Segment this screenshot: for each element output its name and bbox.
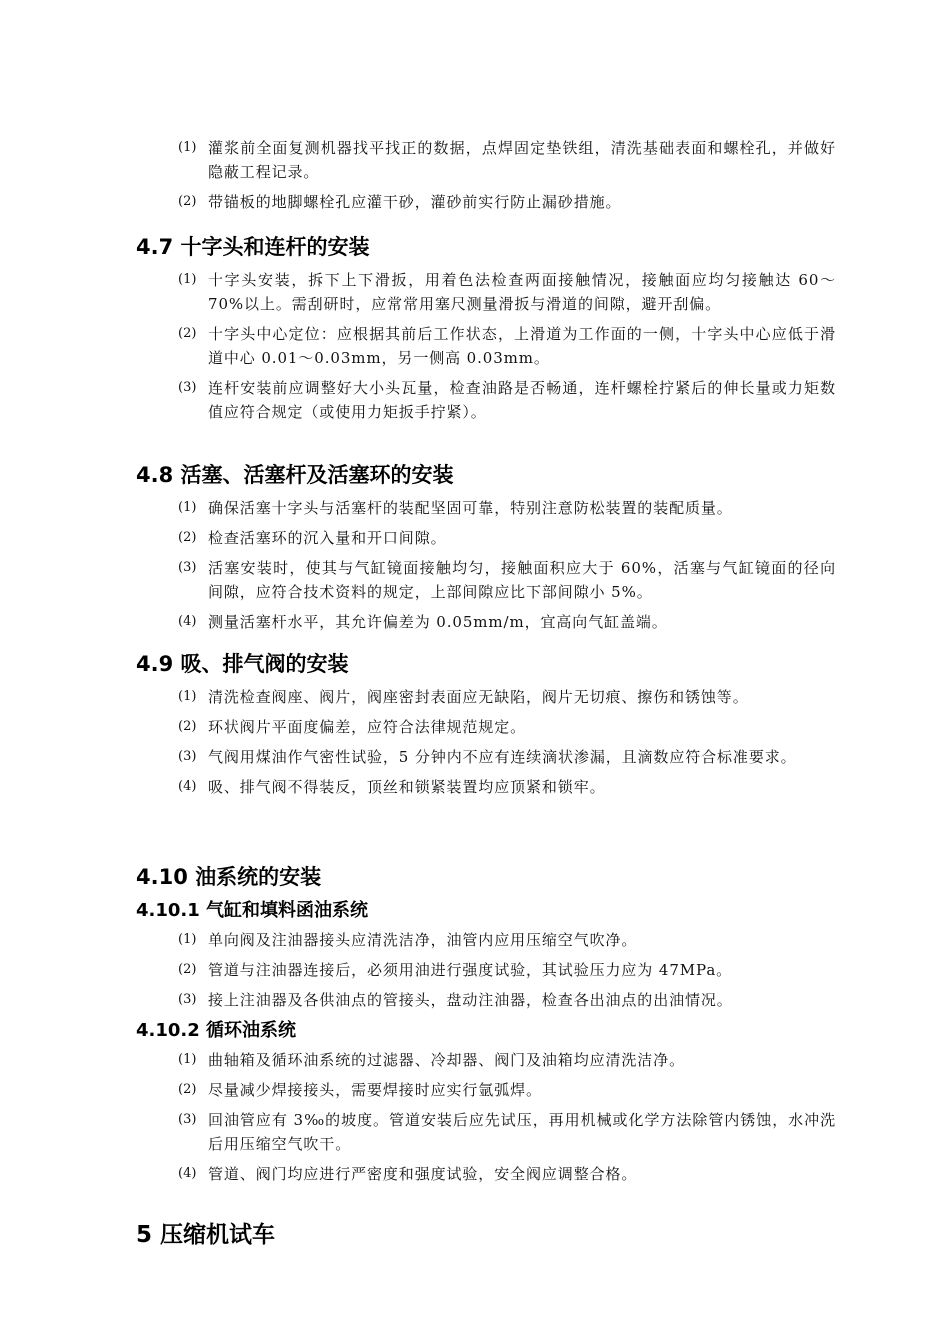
- item-text: 环状阀片平面度偏差，应符合法律规范规定。: [208, 718, 527, 736]
- item-number: (1): [178, 500, 197, 515]
- list-item: [0, 1048, 836, 1072]
- item-text: 连杆安装前应调整好大小头瓦量，检查油路是否畅通，连杆螺栓拧紧后的伸长量或力矩数值应符合规定（或使用力矩扳手拧紧）。: [208, 379, 836, 421]
- item-number: (1): [178, 689, 197, 704]
- item-number: (2): [178, 1082, 197, 1097]
- section-4-8: [0, 460, 950, 640]
- section-4-7: [0, 232, 950, 430]
- item-number: (3): [178, 749, 197, 764]
- item-text: 灌浆前全面复测机器找平找正的数据，点焊固定垫铁组，清洗基础表面和螺栓孔，并做好隐蔽工程记录。: [208, 139, 836, 181]
- list-item: [0, 958, 836, 982]
- item-number: (4): [178, 614, 197, 629]
- item-number: (2): [178, 962, 197, 977]
- item-text: 十字头中心定位：应根据其前后工作状态，上滑道为工作面的一侧，十字头中心应低于滑道中心 0.01～0.03mm，另一侧高 0.03mm。: [208, 325, 836, 367]
- list-item: [0, 988, 836, 1012]
- list-item: [0, 1162, 836, 1186]
- item-number: (1): [178, 272, 197, 287]
- list-item: [0, 685, 836, 709]
- section-heading: 4.7 十字头和连杆的安装: [136, 235, 370, 259]
- subsection-heading: 4.10.1 气缸和填料函油系统: [136, 900, 369, 921]
- section-4-9: [0, 649, 950, 805]
- item-text: 确保活塞十字头与活塞杆的装配坚固可靠，特别注意防松装置的装配质量。: [208, 499, 733, 517]
- section-5: [0, 1220, 950, 1256]
- list-item: [0, 556, 836, 604]
- list-item: [0, 496, 836, 520]
- list-item: [0, 190, 836, 214]
- subsection-heading: 4.10.2 循环油系统: [136, 1020, 297, 1041]
- list-item: [0, 928, 836, 952]
- item-number: (2): [178, 719, 197, 734]
- list-item: [0, 268, 836, 316]
- item-number: (4): [178, 779, 197, 794]
- item-text: 单向阀及注油器接头应清洗洁净，油管内应用压缩空气吹净。: [208, 931, 638, 949]
- item-number: (3): [178, 560, 197, 575]
- item-text: 清洗检查阀座、阀片，阀座密封表面应无缺陷，阀片无切痕、擦伤和锈蚀等。: [208, 688, 749, 706]
- item-text: 吸、排气阀不得装反，顶丝和锁紧装置均应顶紧和锁牢。: [208, 778, 606, 796]
- item-number: (1): [178, 140, 197, 155]
- item-number: (2): [178, 194, 197, 209]
- item-number: (2): [178, 530, 197, 545]
- item-text: 带锚板的地脚螺栓孔应灌干砂，灌砂前实行防止漏砂措施。: [208, 193, 622, 211]
- item-number: (4): [178, 1166, 197, 1181]
- item-text: 接上注油器及各供油点的管接头，盘动注油器，检查各出油点的出油情况。: [208, 991, 733, 1009]
- chapter-heading: 5 压缩机试车: [136, 1222, 276, 1248]
- item-text: 回油管应有 3‰的坡度。管道安装后应先试压，再用机械或化学方法除管内锈蚀，水冲洗后用压缩空气吹干。: [208, 1111, 836, 1153]
- list-item: [0, 745, 836, 769]
- item-number: (1): [178, 932, 197, 947]
- list-item: [0, 715, 836, 739]
- item-number: (3): [178, 380, 197, 395]
- item-text: 尽量减少焊接接头，需要焊接时应实行氩弧焊。: [208, 1081, 542, 1099]
- item-text: 十字头安装，拆下上下滑扳，用着色法检查两面接触情况，接触面应均匀接触达 60～70%以上。需刮研时，应常常用塞尺测量滑扳与滑道的间隙，避开刮偏。: [208, 271, 836, 313]
- section-heading: 4.10 油系统的安装: [136, 865, 322, 889]
- list-item: [0, 136, 836, 184]
- section-heading: 4.8 活塞、活塞杆及活塞环的安装: [136, 463, 454, 487]
- list-item: [0, 322, 836, 370]
- item-number: (2): [178, 326, 197, 341]
- item-text: 测量活塞杆水平，其允许偏差为 0.05mm/m，宜高向气缸盖端。: [208, 613, 668, 631]
- section-heading: 4.9 吸、排气阀的安装: [136, 652, 349, 676]
- item-text: 管道与注油器连接后，必须用油进行强度试验，其试验压力应为 47MPa。: [208, 961, 733, 979]
- list-item: [0, 376, 836, 424]
- list-item: [0, 1078, 836, 1102]
- item-text: 活塞安装时，使其与气缸镜面接触均匀，接触面积应大于 60%，活塞与气缸镜面的径向间隙，应符合技术资料的规定，上部间隙应比下部间隙小 5%。: [208, 559, 836, 601]
- item-number: (3): [178, 1112, 197, 1127]
- item-text: 曲轴箱及循环油系统的过滤器、冷却器、阀门及油箱均应清洗洁净。: [208, 1051, 686, 1069]
- item-text: 气阀用煤油作气密性试验，5 分钟内不应有连续滴状渗漏，且滴数应符合标准要求。: [208, 748, 797, 766]
- section-4-10: [0, 862, 950, 1192]
- item-text: 检查活塞环的沉入量和开口间隙。: [208, 529, 447, 547]
- item-number: (1): [178, 1052, 197, 1067]
- list-item: [0, 526, 836, 550]
- list-item: [0, 610, 836, 634]
- list-item: [0, 1108, 836, 1156]
- item-number: (3): [178, 992, 197, 1007]
- item-text: 管道、阀门均应进行严密度和强度试验，安全阀应调整合格。: [208, 1165, 638, 1183]
- intro-list: [0, 136, 950, 220]
- list-item: [0, 775, 836, 799]
